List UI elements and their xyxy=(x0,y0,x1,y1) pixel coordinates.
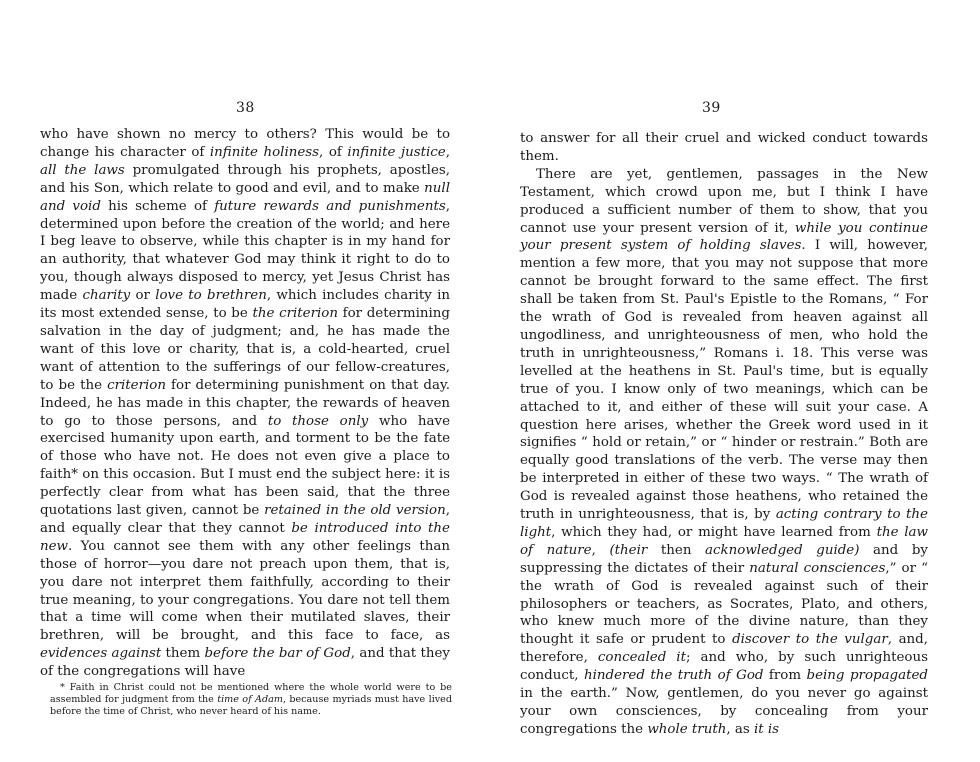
italic-text-run: be introduced into the new xyxy=(40,520,450,554)
italic-text-run: time of Adam xyxy=(217,694,283,705)
italic-text-run: future rewards and punishments xyxy=(214,198,446,214)
footnote xyxy=(50,682,452,718)
text-run: , because myriads must have lived before the time of Christ, who never heard of his name. xyxy=(50,694,453,717)
text-run: , of xyxy=(319,144,348,160)
italic-text-run: infinite holiness xyxy=(209,144,320,160)
right-page-body xyxy=(520,130,928,739)
text-run: , and that they of the congregations will have xyxy=(40,646,450,680)
italic-text-run: the law of nature xyxy=(520,524,928,558)
italic-text-run: charity xyxy=(82,288,131,304)
italic-text-run: infinite justice xyxy=(347,144,446,160)
text-run: . I will, however, mention a few more, that you may not suppose that more cannot be brought forward to the same effect. The first shall be taken from St. Paul's Epistle to the Romans, “ For the wrath of God is revealed from heaven against all ungodliness, and unrighteousness of men, who hold the truth in unrighteousness,” Romans i. 18. This verse was levelled at the heathens in St. Paul's time, but is equally true of you. I know only of two meanings, which can be attached to it, and either of these will suit your case. A question here arises, whether the Greek word used in it signifies “ hold or retain,” or “ hinder or restrain.” Both are equally good translations of the verb. The verse may then be interpreted in either of these two ways. “ The wrath of God is revealed against those heathens, who retained the truth in unrighteousness, that is, by xyxy=(520,238,928,523)
italic-text-run: the criterion xyxy=(252,306,338,322)
text-run: them xyxy=(161,646,205,662)
text-run: , xyxy=(445,144,450,160)
text-run: promulgated through his prophets, apostles, and his Son, which relate to good and evil, and to make xyxy=(40,162,450,196)
italic-text-run: it is xyxy=(753,721,780,737)
italic-text-run: natural consciences xyxy=(749,560,886,576)
text-run: * Faith in Christ could not be mentioned where the whole world were to be assembled for judgment from the xyxy=(50,682,452,705)
italic-text-run: null and void xyxy=(40,180,450,214)
text-run: who have exercised humanity upon earth, and torment to be the fate of those who have not. He does not even give a place to faith* on this occasion. But I must end the subject here: it is perfectly clear from what has been said, that the three quotations last given, cannot be xyxy=(40,413,450,519)
text-run: . You cannot see them with any other feelings than those of horror—you dare not preach upon them, that is, you dare not interpret them faithfully, according to their true meaning, to your congregations. You dare not tell them that a time will come when their mutilated slaves, their brethren, will be brought, and this face to face, as xyxy=(40,538,450,644)
text-run: ,” or “ the wrath of God is revealed against such of their philosophers or teachers, as Socrates, Plato, and others, who knew much more of the divine nature, than they thought it safe or prudent to xyxy=(520,560,928,648)
italic-text-run: while you continue your present system of holding slaves xyxy=(520,220,928,254)
page-number-left: 38 xyxy=(236,100,255,116)
text-run: then xyxy=(647,542,706,558)
italic-text-run: all the laws xyxy=(40,162,125,178)
left-page-body xyxy=(40,126,450,681)
italic-text-run: retained in the old version xyxy=(264,503,446,519)
text-run: in the earth.” Now, gentlemen, do you never go against your own consciences, by concealing from your congregations the xyxy=(520,686,928,737)
text-run: for determining punishment on that day. Indeed, he has made in this chapter, the rewards of heaven to go to those persons, and xyxy=(40,377,451,429)
left-body-paragraph xyxy=(40,126,450,681)
italic-text-run: hindered the truth of God xyxy=(583,668,764,684)
text-run: , and, therefore, xyxy=(520,632,929,666)
italic-text-run: whole truth xyxy=(647,721,727,737)
text-run: ; and who, by such unrighteous conduct, xyxy=(520,650,928,684)
text-run: who have shown no mercy to others? This would be to change his character of xyxy=(40,127,450,160)
text-run: , as xyxy=(726,721,754,737)
paragraph xyxy=(520,166,928,739)
text-run: , xyxy=(591,542,610,558)
text-run: his scheme of xyxy=(100,198,215,214)
italic-text-run: criterion xyxy=(107,377,166,393)
italic-text-run: discover to the vulgar xyxy=(732,632,888,648)
text-run: and by suppressing the dictates of their xyxy=(520,542,928,576)
text-run: , which includes charity in its most extended sense, to be xyxy=(40,288,451,322)
text-run: or xyxy=(130,288,156,304)
right-page xyxy=(490,0,980,762)
text-run: for determining salvation in the day of judgment; and, he has made the want of this love or charity, that is, a cold-hearted, cruel want of attention to the sufferings of our fellow-creatures, to be the xyxy=(40,306,451,393)
italic-text-run: being propagated xyxy=(806,668,928,684)
italic-text-run: evidences against xyxy=(40,646,162,662)
italic-text-run: love to brethren xyxy=(155,288,267,304)
text-run: , and equally clear that they cannot xyxy=(40,503,450,536)
italic-text-run: concealed it xyxy=(597,650,686,666)
paragraph xyxy=(520,130,928,166)
italic-text-run: to those only xyxy=(267,413,369,429)
italic-text-run: acknowledged guide) xyxy=(705,542,860,558)
text-run: , determined upon before the creation of the world; and here I beg leave to observe, while this chapter is in my hand for an authority, that whatever God may think it right to do to you, though always disposed to mercy, yet Jesus Christ has made xyxy=(40,198,450,304)
page-number-right: 39 xyxy=(702,100,721,116)
text-run: , which they had, or might have learned from xyxy=(551,524,877,540)
text-run: from xyxy=(763,668,807,684)
italic-text-run: (their xyxy=(609,542,648,558)
italic-text-run: before the bar of God xyxy=(204,646,351,662)
italic-text-run: acting contrary to the light xyxy=(520,507,928,540)
text-run: There are yet, gentlemen, passages in the New Testament, which crowd upon me, but I think I have produced a sufficient number of them to show, that you cannot use your present version of it, xyxy=(520,166,928,236)
text-run: to answer for all their cruel and wicked conduct towards them. xyxy=(520,131,928,164)
